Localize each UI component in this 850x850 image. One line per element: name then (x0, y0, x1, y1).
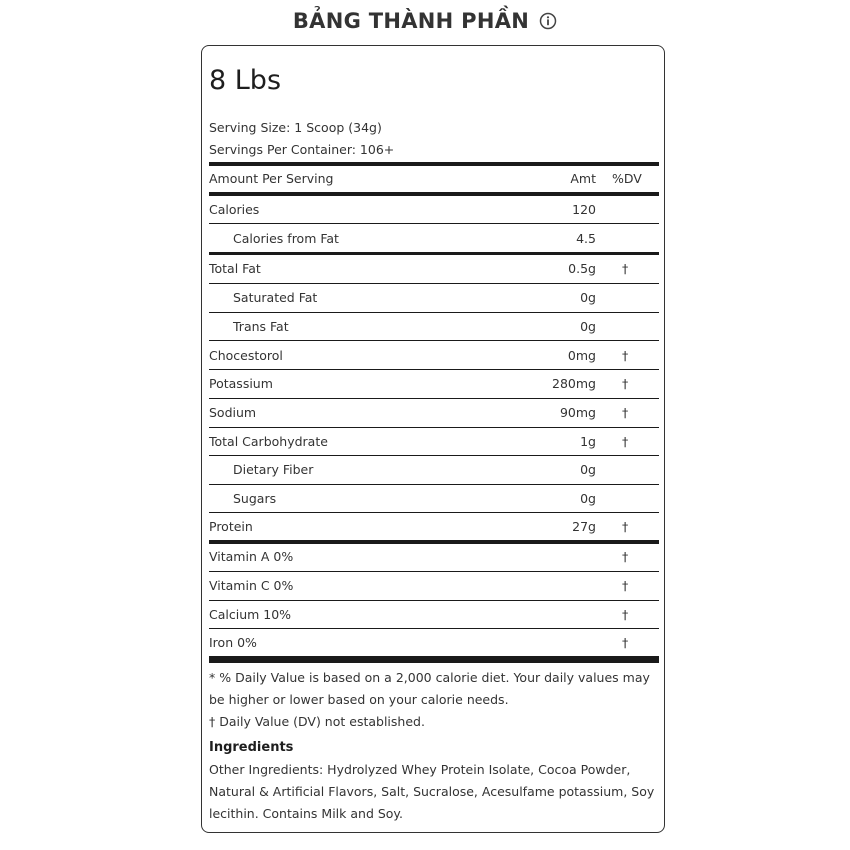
serving-size: Serving Size: 1 Scoop (34g) (209, 120, 382, 135)
servings-per-container: Servings Per Container: 106+ (209, 142, 395, 157)
nutrition-facts-panel (201, 45, 665, 833)
thin-divider (209, 427, 659, 428)
nutrient-label: Dietary Fiber (233, 462, 314, 477)
vitamin-dv: † (622, 635, 629, 650)
info-icon[interactable] (539, 12, 557, 30)
nutrient-amount: 90mg (559, 405, 596, 420)
vitamin-dv: † (622, 607, 629, 622)
nutrient-label: Saturated Fat (233, 290, 318, 305)
nutrient-amount: 1g (580, 434, 596, 449)
thin-divider (209, 398, 659, 399)
thin-divider (209, 455, 659, 456)
nutrient-amount: 280mg (552, 376, 596, 391)
thin-divider (209, 628, 659, 629)
thin-divider (209, 223, 659, 224)
vitamin-label: Calcium 10% (209, 607, 292, 622)
thin-divider (209, 571, 659, 572)
thin-divider (209, 512, 659, 513)
nutrient-dv: † (622, 261, 629, 276)
vitamin-label: Iron 0% (209, 635, 257, 650)
nutrient-label: Sugars (233, 491, 277, 506)
dv-not-established-footnote: † Daily Value (DV) not established. (209, 714, 425, 729)
nutrient-amount: 4.5 (576, 231, 596, 246)
nutrient-dv: † (622, 348, 629, 363)
thick-divider (209, 162, 659, 166)
nutrient-amount: 0mg (567, 348, 596, 363)
vitamin-dv: † (622, 578, 629, 593)
vitamin-dv: † (622, 549, 629, 564)
page-header (0, 6, 850, 36)
nutrient-label: Chocestorol (209, 348, 283, 363)
nutrient-dv: † (622, 434, 629, 449)
ingredients-title: Ingredients (209, 740, 294, 755)
page-title: BẢNG THÀNH PHẦN (292, 9, 530, 33)
thick-divider (209, 252, 659, 255)
nutrient-amount: 0g (580, 319, 596, 334)
vitamin-label: Vitamin A 0% (209, 549, 294, 564)
nutrient-label: Potassium (209, 376, 273, 391)
amount-per-serving-label: Amount Per Serving (209, 171, 334, 186)
dv-column-header: %DV (612, 171, 642, 186)
thin-divider (209, 484, 659, 485)
thin-divider (209, 283, 659, 284)
thin-divider (209, 600, 659, 601)
nutrient-label: Protein (209, 519, 253, 534)
nutrient-label: Sodium (209, 405, 257, 420)
nutrient-dv: † (622, 519, 629, 534)
package-size: 8 Lbs (209, 65, 282, 96)
nutrient-label: Total Fat (209, 261, 261, 276)
vitamin-label: Vitamin C 0% (209, 578, 294, 593)
daily-value-footnote: * % Daily Value is based on a 2,000 calorie diet. Your daily values may be higher or lower based on your calorie needs. (209, 670, 650, 707)
amt-column-header: Amt (570, 171, 596, 186)
nutrient-amount: 0g (580, 290, 596, 305)
nutrient-amount: 0g (580, 491, 596, 506)
nutrient-label: Trans Fat (233, 319, 289, 334)
nutrient-amount: 120 (572, 202, 596, 217)
thin-divider (209, 340, 659, 341)
nutrient-amount: 27g (572, 519, 596, 534)
thin-divider (209, 312, 659, 313)
nutrient-label: Calories from Fat (233, 231, 339, 246)
thin-divider (209, 369, 659, 370)
nutrient-amount: 0g (580, 462, 596, 477)
thick-divider (209, 192, 659, 196)
nutrient-label: Total Carbohydrate (209, 434, 328, 449)
ingredients-text: Other Ingredients: Hydrolyzed Whey Protein Isolate, Cocoa Powder, Natural & Artificial Flavors, Salt, Sucralose, Acesulfame potassium, Soy lecithin. Contains Milk and Soy. (209, 762, 655, 821)
thick-divider (209, 540, 659, 544)
nutrient-label: Calories (209, 202, 260, 217)
nutrient-dv: † (622, 405, 629, 420)
nutrient-dv: † (622, 376, 629, 391)
nutrient-amount: 0.5g (568, 261, 596, 276)
thick-divider (209, 656, 659, 663)
